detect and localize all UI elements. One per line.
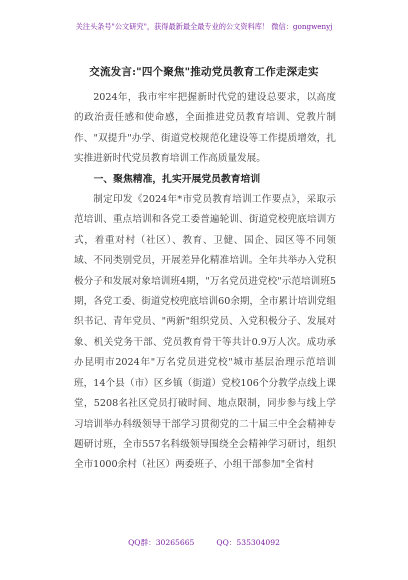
intro-paragraph: 2024年，我市牢牢把握新时代党的建设总要求，以高度的政治责任感和使命感，全面推进党员教育培训、党教片制作、"双提升"办学、街道党校规范化建设等工作提质增效，扎实推进新时代党员教育培训工作高质量发展。: [74, 92, 336, 165]
section-heading: 一、聚焦精准，扎实开展党员教育培训: [93, 173, 261, 185]
document-title: 交流发言:"四个聚焦"推动党员教育工作走深走实: [89, 66, 319, 78]
section-paragraph: 制定印发《2024年*市党员教育培训工作要点》，采取示范培训、重点培训和各党工委普遍轮训、街道党校兜底培训方式，着重对村（社区）、教育、卫健、国企、园区等不同领域、不同类别党员，开展差异化精准培训。全年共举办入党积极分子和发展对象培训班4期，"万名党员进党校"示范培训班5期，各党工委、街道党校兜底培训60余期，全市累计培训党组织书记、青年党员、"两新"组织党员、入党积极分子、发展对象、机关党务干部、党员教育骨干等共计0.9万人次。成功承办昆明市2024年"万名党员进党校"城市基层治理示范培训班，14个县（市）区乡镇（街道）党校106个分教学点线上课堂，5208名社区党员打破时间、地点限制，同步参与线上学习培训举办科级领导干部学习贯彻党的二十届三中全会精神专题研讨班，全市557名科级领导围绕全会精神学习研讨，组织全市1000余村（社区）两委班子、小组干部参加"全省村: [74, 194, 336, 471]
qq-contact-text: QQ：535304092: [216, 538, 280, 547]
qq-group-text: QQ群：30265665: [128, 538, 195, 547]
promo-banner: 关注头条号"公文研究"，获得最新最全最专业的公文资料库！ 微信：gongwenyj: [75, 22, 333, 31]
document-body: [74, 88, 336, 476]
contact-footer: [0, 537, 408, 548]
